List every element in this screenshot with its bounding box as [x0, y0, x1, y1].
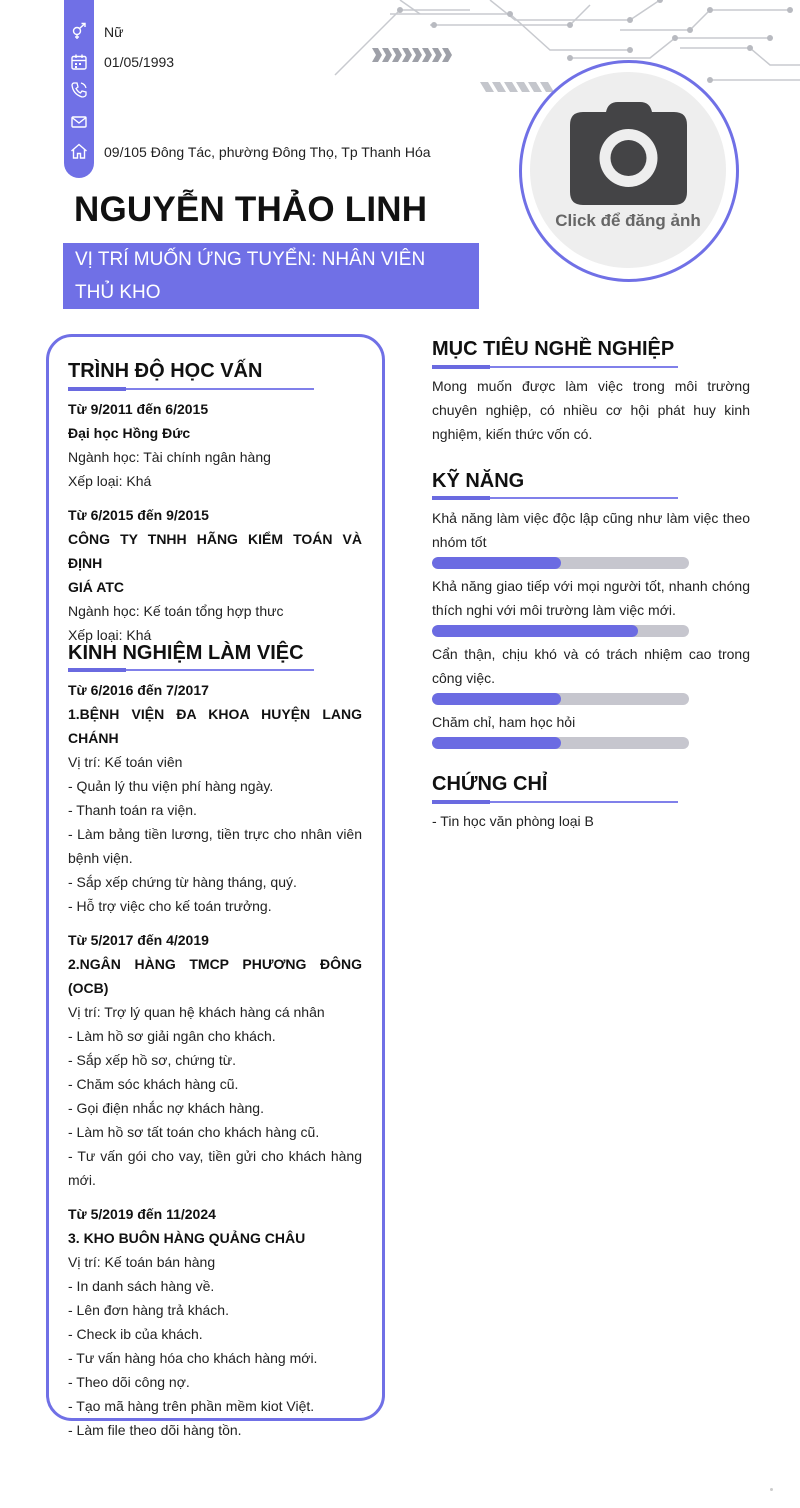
gender-text: Nữ: [104, 24, 124, 40]
job-duty: - Tư vấn gói cho vay, tiền gửi cho khách hàng mới.: [68, 1148, 362, 1188]
decorative-dot: [770, 1488, 773, 1491]
email-icon: [70, 113, 88, 131]
objective-underline: [432, 366, 678, 368]
skill-bar: [432, 737, 689, 749]
objective-text: Mong muốn được làm việc trong môi trường chuyên nghiệp, có nhiều cơ hội phát huy kinh nghiệm, kiến thức vốn có.: [432, 378, 750, 442]
photo-upload-label[interactable]: Click để đăng ảnh: [555, 211, 701, 230]
skill-bar-fill: [432, 625, 638, 637]
job-duty: - In danh sách hàng về.: [68, 1278, 215, 1294]
skill-bar-fill: [432, 693, 561, 705]
camera-icon[interactable]: [570, 102, 687, 205]
candidate-name: NGUYỄN THẢO LINH: [74, 190, 428, 229]
job-duty: - Gọi điện nhắc nợ khách hàng.: [68, 1100, 264, 1116]
position-line-1: VỊ TRÍ MUỐN ỨNG TUYỂN: NHÂN VIÊN: [75, 249, 426, 270]
education-list: [68, 397, 362, 647]
job-role: Vị trí: Kế toán viên: [68, 754, 183, 770]
skill-text: Chăm chỉ, ham học hỏi: [432, 714, 576, 730]
job-duty: - Làm hồ sơ giải ngân cho khách.: [68, 1028, 276, 1044]
job-duty: - Làm bảng tiền lương, tiền trực cho nhân viên bệnh viện.: [68, 826, 362, 866]
skill-bar: [432, 625, 689, 637]
job-duty: - Theo dõi công nợ.: [68, 1374, 190, 1390]
position-line-2: THỦ KHO: [75, 282, 161, 303]
skill-bar: [432, 693, 689, 705]
job-company: 1.BỆNH VIỆN ĐA KHOA HUYỆN LANG CHÁNH: [68, 706, 362, 746]
job-period: Từ 5/2019 đến 11/2024: [68, 1206, 216, 1222]
job-duty: - Tạo mã hàng trên phần mềm kiot Việt.: [68, 1398, 315, 1414]
gender-icon: [70, 22, 88, 40]
job-role: Vị trí: Trợ lý quan hệ khách hàng cá nhân: [68, 1004, 325, 1020]
certificates-underline: [432, 801, 678, 803]
skill-bar-fill: [432, 557, 561, 569]
education-major: Ngành học: Kế toán tổng hợp thưc: [68, 603, 284, 619]
education-major: Ngành học: Tài chính ngân hàng: [68, 449, 271, 465]
education-grade: Xếp loại: Khá: [68, 627, 152, 643]
calendar-icon: [70, 53, 88, 71]
skill-bar-fill: [432, 737, 561, 749]
education-underline: [68, 388, 314, 390]
education-school: Đại học Hồng Đức: [68, 425, 191, 441]
job-duty: - Tư vấn hàng hóa cho khách hàng mới.: [68, 1350, 318, 1366]
objective-title: MỤC TIÊU NGHỀ NGHIỆP: [432, 338, 675, 360]
skill-text: Khả năng giao tiếp với mọi người tốt, nhanh chóng thích nghi với môi trường làm việc mới.: [432, 578, 750, 618]
job-role: Vị trí: Kế toán bán hàng: [68, 1254, 216, 1270]
education-title: TRÌNH ĐỘ HỌC VẤN: [68, 360, 263, 382]
job-duty: - Làm file theo dõi hàng tồn.: [68, 1422, 242, 1438]
job-duty: - Hỗ trợ việc cho kế toán trưởng.: [68, 898, 272, 914]
education-school: CÔNG TY TNHH HÃNG KIỂM TOÁN VÀ ĐỊNH: [68, 531, 362, 571]
experience-underline: [68, 669, 314, 671]
job-duty: - Chăm sóc khách hàng cũ.: [68, 1076, 239, 1092]
education-period: Từ 9/2011 đến 6/2015: [68, 401, 209, 417]
job-period: Từ 5/2017 đến 4/2019: [68, 932, 209, 948]
certificates-title: CHỨNG CHỈ: [432, 773, 548, 795]
position-banner: [63, 243, 479, 309]
experience-title: KINH NGHIỆM LÀM VIỆC: [68, 642, 304, 664]
skill-text: Khả năng làm việc độc lập cũng như làm việc theo nhóm tốt: [432, 510, 750, 550]
phone-icon: [70, 81, 88, 99]
skills-title: KỸ NĂNG: [432, 470, 525, 492]
job-duty: - Thanh toán ra viện.: [68, 802, 197, 818]
education-school: GIÁ ATC: [68, 579, 124, 595]
job-company: 2.NGÂN HÀNG TMCP PHƯƠNG ĐÔNG (OCB): [68, 956, 362, 996]
job-period: Từ 6/2016 đến 7/2017: [68, 682, 209, 698]
job-duty: - Check ib của khách.: [68, 1326, 203, 1342]
education-grade: Xếp loại: Khá: [68, 473, 152, 489]
job-duty: - Lên đơn hàng trả khách.: [68, 1302, 229, 1318]
job-duty: - Sắp xếp chứng từ hàng tháng, quý.: [68, 874, 297, 890]
skill-bar: [432, 557, 689, 569]
job-company: 3. KHO BUÔN HÀNG QUẢNG CHÂU: [68, 1230, 306, 1246]
job-duty: - Làm hồ sơ tất toán cho khách hàng cũ.: [68, 1124, 320, 1140]
skills-underline: [432, 497, 678, 499]
job-duty: - Sắp xếp hồ sơ, chứng từ.: [68, 1052, 237, 1068]
address-text: 09/105 Đông Tác, phường Đông Thọ, Tp Thanh Hóa: [104, 144, 431, 160]
certificate-item: - Tin học văn phòng loại B: [432, 813, 594, 829]
education-period: Từ 6/2015 đến 9/2015: [68, 507, 209, 523]
job-duty: - Quản lý thu viện phí hàng ngày.: [68, 778, 274, 794]
experience-list: [68, 678, 362, 1442]
birthdate-text: 01/05/1993: [104, 54, 175, 70]
skill-text: Cẩn thận, chịu khó và có trách nhiệm cao trong công việc.: [432, 646, 750, 686]
home-icon: [70, 142, 88, 160]
